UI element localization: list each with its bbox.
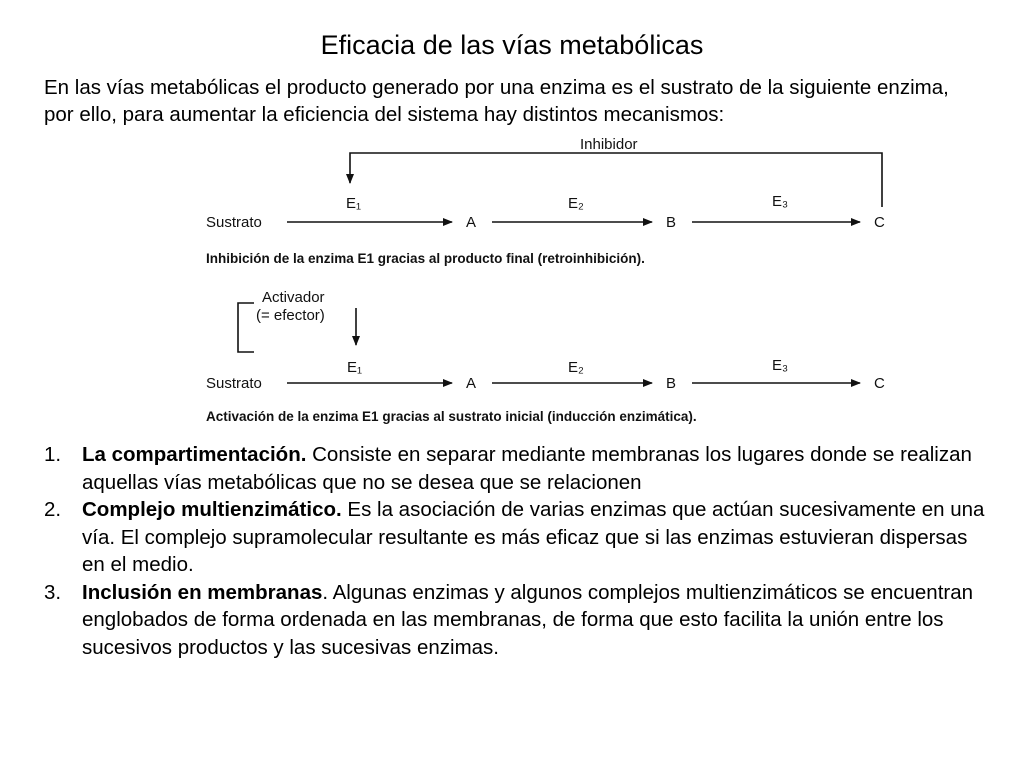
list-item-title: Complejo multienzimático.: [82, 498, 342, 521]
enzyme-e1-label: E₁: [346, 195, 362, 212]
list-item: [44, 579, 989, 662]
inhibitor-label: Inhibidor: [580, 136, 638, 153]
activator-bracket: [238, 303, 254, 352]
enzyme-e2-label: E₂: [568, 195, 584, 212]
list-number: 2.: [44, 498, 62, 521]
intro-paragraph: En las vías metabólicas el producto generado por una enzima es el sustrato de la siguiente enzima, por ello, para aumentar la eficiencia del sistema hay distintos mecanismos:: [44, 76, 949, 126]
inhibition-caption: Inhibición de la enzima E1 gracias al producto final (retroinhibición).: [206, 251, 645, 266]
list-item-text: Es la asociación de varias enzimas que actúan sucesivamente en una vía. El complejo supramolecular resultante es más eficaz que si las enzimas estuvieran dispersas en el medio.: [82, 498, 985, 576]
node-c-label: C: [874, 214, 885, 231]
node-a-label-2: A: [466, 375, 477, 392]
list-item-title: La compartimentación.: [82, 443, 307, 466]
inhibitor-feedback-arrow: [350, 153, 882, 207]
node-b-label: B: [666, 214, 677, 231]
list-number: 1.: [44, 443, 62, 466]
enzyme-e3-label-2: E₃: [772, 357, 789, 374]
enzyme-induction-diagram: [206, 289, 885, 424]
enzyme-e1-label-2: E₁: [347, 359, 363, 376]
activator-effector-label: (= efector): [256, 307, 325, 324]
enzyme-e2-label-2: E₂: [568, 359, 584, 376]
list-item-title: Inclusión en membranas: [82, 580, 323, 604]
list-item-text: . Algunas enzimas y algunos complejos multienzimáticos se encuentran englobados de forma ordenada en las membranas, de forma que esto facilita la unión entre los sucesivos productos y las sucesivas enzimas.: [82, 580, 974, 659]
substrate-label: Sustrato: [206, 214, 262, 231]
mechanisms-list: [44, 441, 989, 661]
activator-label: Activador: [262, 289, 325, 306]
page-title: Eficacia de las vías metabólicas: [320, 30, 704, 60]
enzyme-e3-label: E₃: [772, 193, 789, 210]
node-b-label-2: B: [666, 375, 677, 392]
node-a-label: A: [466, 214, 477, 231]
list-number: 3.: [44, 580, 62, 604]
list-item: [44, 496, 989, 579]
list-item-text: Consiste en separar mediante membranas los lugares donde se realizan aquellas vías metabólicas que no se desea que se relacionen: [82, 443, 972, 494]
list-item: [44, 441, 989, 496]
feedback-inhibition-diagram: [206, 136, 885, 266]
induction-caption: Activación de la enzima E1 gracias al sustrato inicial (inducción enzimática).: [206, 409, 697, 424]
substrate-label-2: Sustrato: [206, 375, 262, 392]
node-c-label-2: C: [874, 375, 885, 392]
